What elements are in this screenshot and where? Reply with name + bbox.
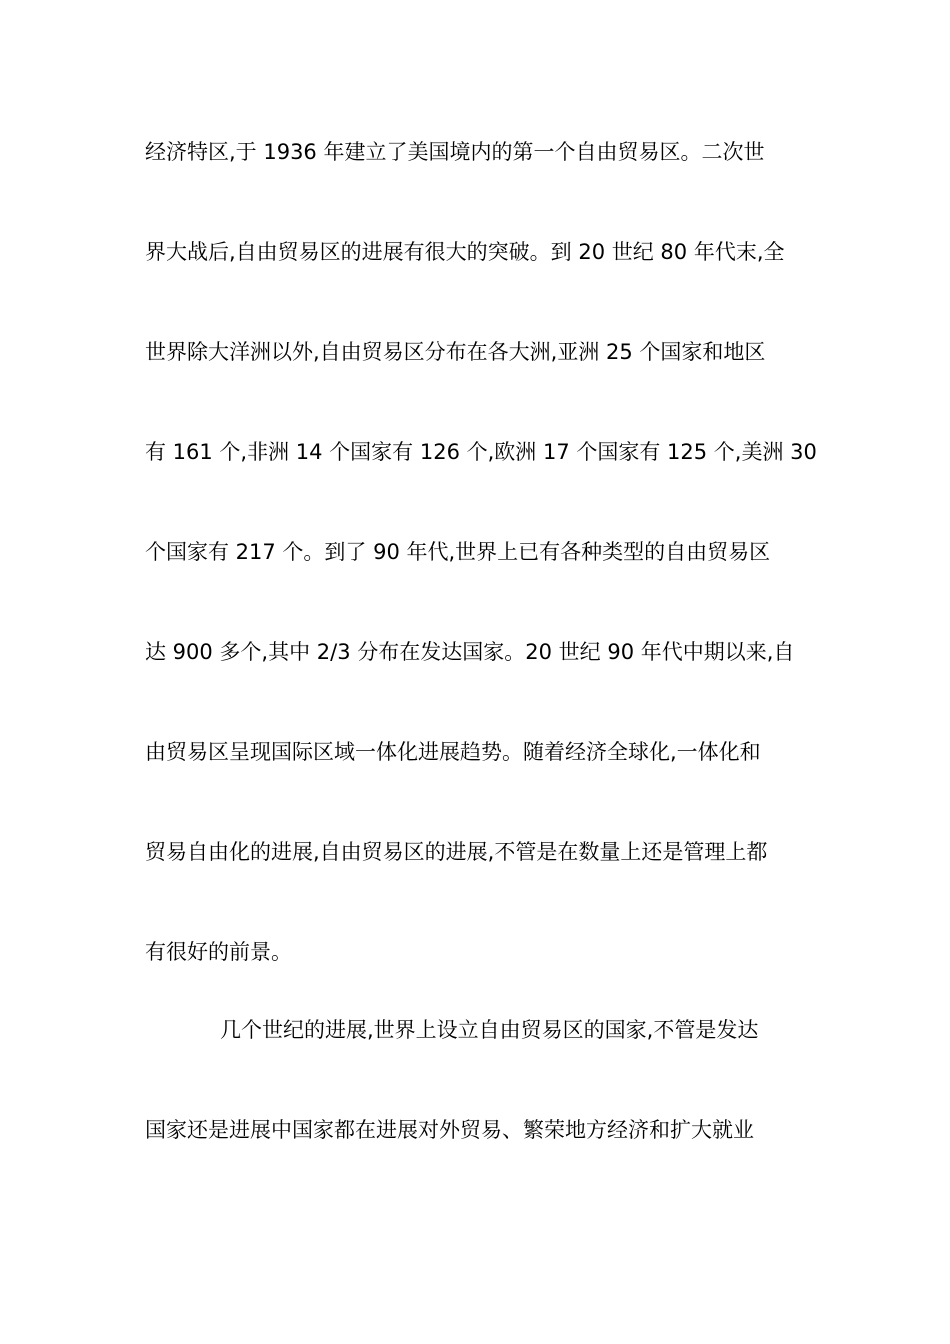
paragraph-1-line-4: 有 161 个,非洲 14 个国家有 126 个,欧洲 17 个国家有 125 个,美洲 30: [145, 440, 817, 464]
paragraph-1-line-7: 由贸易区呈现国际区域一体化进展趋势。随着经济全球化,一体化和: [145, 740, 761, 764]
paragraph-1-line-1: 经济特区,于 1936 年建立了美国境内的第一个自由贸易区。二次世: [145, 140, 765, 164]
paragraph-1-line-6: 达 900 多个,其中 2/3 分布在发达国家。20 世纪 90 年代中期以来,自: [145, 640, 795, 664]
paragraph-1-line-8: 贸易自由化的进展,自由贸易区的进展,不管是在数量上还是管理上都: [145, 840, 768, 864]
paragraph-1-line-5: 个国家有 217 个。到了 90 年代,世界上已有各种类型的自由贸易区: [145, 540, 771, 564]
paragraph-2-line-1: 几个世纪的进展,世界上设立自由贸易区的国家,不管是发达: [220, 1018, 759, 1042]
paragraph-1-line-3: 世界除大洋洲以外,自由贸易区分布在各大洲,亚洲 25 个国家和地区: [145, 340, 766, 364]
paragraph-1-line-9: 有很好的前景。: [145, 940, 292, 964]
paragraph-2-line-2: 国家还是进展中国家都在进展对外贸易、繁荣地方经济和扩大就业: [145, 1118, 754, 1142]
paragraph-1-line-2: 界大战后,自由贸易区的进展有很大的突破。到 20 世纪 80 年代末,全: [145, 240, 785, 264]
